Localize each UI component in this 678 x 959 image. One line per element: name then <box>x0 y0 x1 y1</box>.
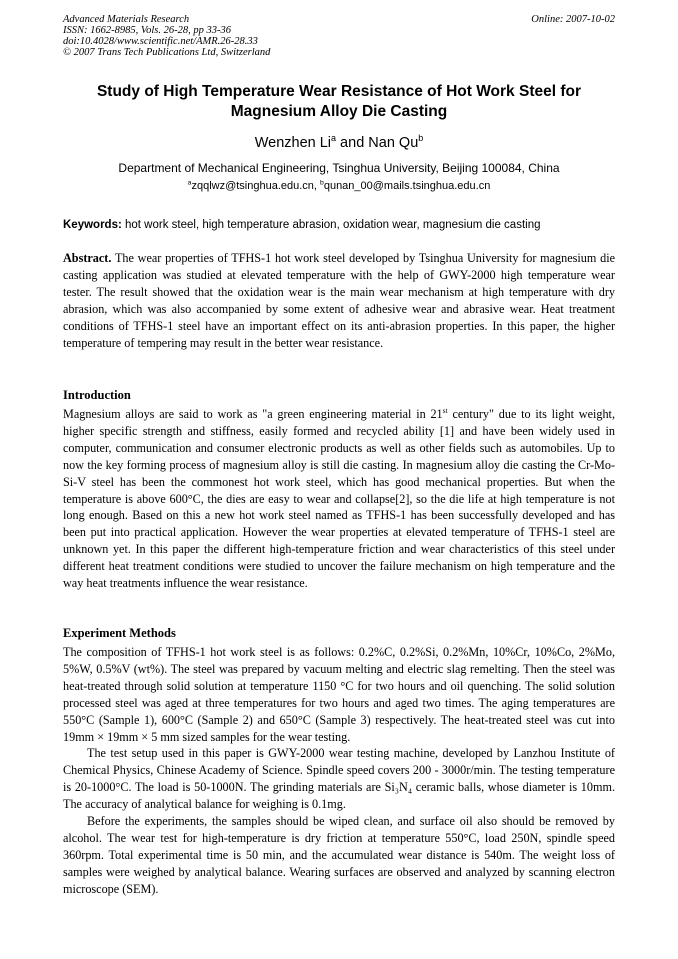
abstract-label: Abstract. <box>63 251 112 265</box>
intro-text-part-2: century" due to its light weight, higher specific strength and stiffness, easily formed and recycled ability [1] and have been widely used in computer, communication and consumer electronic products as well as other fields such as automobiles. Up to now the key forming process of magnesium alloy is still die casting. In magnesium alloy die casting the Cr-Mo-Si-V steel has been the commonest hot work steel, which has good mechanical properties. But when the temperature is above 600°C, the dies are easy to wear and collapse[2], so the die life at high temperature is not long enough. Based on this a new hot work steel named as TFHS-1 has been successfully developed and has been put into practical application. However the wear properties at elevated temperature of TFHS-1 steel are unknown yet. In this paper the different high-temperature friction and wear characteristics of this steel under different heat treatment conditions were studied to uncover the failure mechanism on high temperature and the way heat treatments influence the wear resistance. <box>63 407 615 591</box>
title-line-1: Study of High Temperature Wear Resistance of Hot Work Steel for <box>96 83 582 100</box>
email-line <box>40 179 638 193</box>
experiment-body <box>63 644 615 898</box>
introduction-heading: Introduction <box>63 388 131 402</box>
author-1-affil-mark: a <box>331 133 337 144</box>
paper-title <box>40 82 638 122</box>
doi-line: doi:10.4028/www.scientific.net/AMR.26-28.33 <box>63 36 258 47</box>
email-b-mark: b <box>320 179 324 187</box>
keywords-label: Keywords: <box>63 219 122 231</box>
online-date: Online: 2007-10-02 <box>531 14 615 25</box>
experiment-paragraph-2: The test setup used in this paper is GWY-2000 wear testing machine, developed by Lanzhou Institute of Chemical Physics, Chinese Academy of Science. Spindle speed covers 200 - 3000r/min. The testing temperature is 20-1000°C. The load is 50-1000N. The grinding materials are Si₃N₄ ceramic balls, whose diameter is 10mm. The accuracy of analytical balance for weighing is 0.1mg. <box>63 746 615 812</box>
keywords-text: hot work steel, high temperature abrasion, oxidation wear, magnesium die casting <box>121 219 541 231</box>
journal-name: Advanced Materials Research <box>63 14 190 25</box>
author-line <box>40 134 638 152</box>
email-a[interactable]: zqqlwz@tsinghua.edu.cn, <box>191 180 321 192</box>
email-a-mark: a <box>187 179 192 187</box>
abstract-text: The wear properties of TFHS-1 hot work steel developed by Tsinghua University for magnesium die casting application was studied at elevated temperature with the help of GWY-2000 high temperature wear tester. The result showed that the oxidation wear is the main wear mechanism at high temperature with dry abrasion, which was also accompanied by some extent of adhesive wear and abrasive wear. Heat treatment conditions of TFHS-1 steel have an important effect on its anti-abrasion properties. In this paper, the higher temperature of tempering may result in the better wear resistance. <box>63 251 615 350</box>
email-b[interactable]: qunan_00@mails.tsinghua.edu.cn <box>323 180 491 192</box>
experiment-paragraph-1: The composition of TFHS-1 hot work steel is as follows: 0.2%C, 0.2%Si, 0.2%Mn, 10%Cr, 10%Co, 2%Mo, 5%W, 0.5%V (wt%). The steel was prepared by vacuum melting and electric slag remelting. Then the steel was heat-treated through solid solution at temperature 1150 °C for two hours and oil quenching. The solid solution processed steel was aged at three temperatures for two hours and aged two times. The aging temperatures are 550°C (Sample 1), 600°C (Sample 2) and 650°C (Sample 3) respectively. The heat-treated steel was cut into 19mm × 19mm × 5 mm sized samples for the wear testing. <box>63 645 615 744</box>
keywords <box>63 218 615 232</box>
intro-text-part-1: Magnesium alloys are said to work as "a green engineering material in 21 <box>63 407 443 421</box>
author-2: Nan Qu <box>368 135 419 151</box>
abstract <box>63 250 615 351</box>
author-2-affil-mark: b <box>418 133 424 144</box>
copyright-line: © 2007 Trans Tech Publications Ltd, Switzerland <box>63 47 271 58</box>
experiment-paragraph-3: Before the experiments, the samples should be wiped clean, and surface oil also should be removed by alcohol. The wear test for high-temperature is dry friction at temperature 550°C, load 250N, spindle speed 360rpm. Total experimental time is 50 min, and the accumulated wear distance is 540m. The weight loss of samples were weighed by analytical balance. Wearing surfaces are observed and analyzed by scanning electron microscope (SEM). <box>63 814 615 896</box>
intro-superscript: st <box>442 405 448 415</box>
title-line-2: Magnesium Alloy Die Casting <box>230 103 448 120</box>
author-1: Wenzhen Li <box>254 135 332 151</box>
experiment-heading: Experiment Methods <box>63 626 176 640</box>
issn-line: ISSN: 1662-8985, Vols. 26-28, pp 33-36 <box>63 25 231 36</box>
author-conjunction: and <box>336 135 369 151</box>
journal-header <box>63 14 270 58</box>
introduction-body <box>63 406 615 592</box>
affiliation: Department of Mechanical Engineering, Tsinghua University, Beijing 100084, China <box>118 161 560 175</box>
